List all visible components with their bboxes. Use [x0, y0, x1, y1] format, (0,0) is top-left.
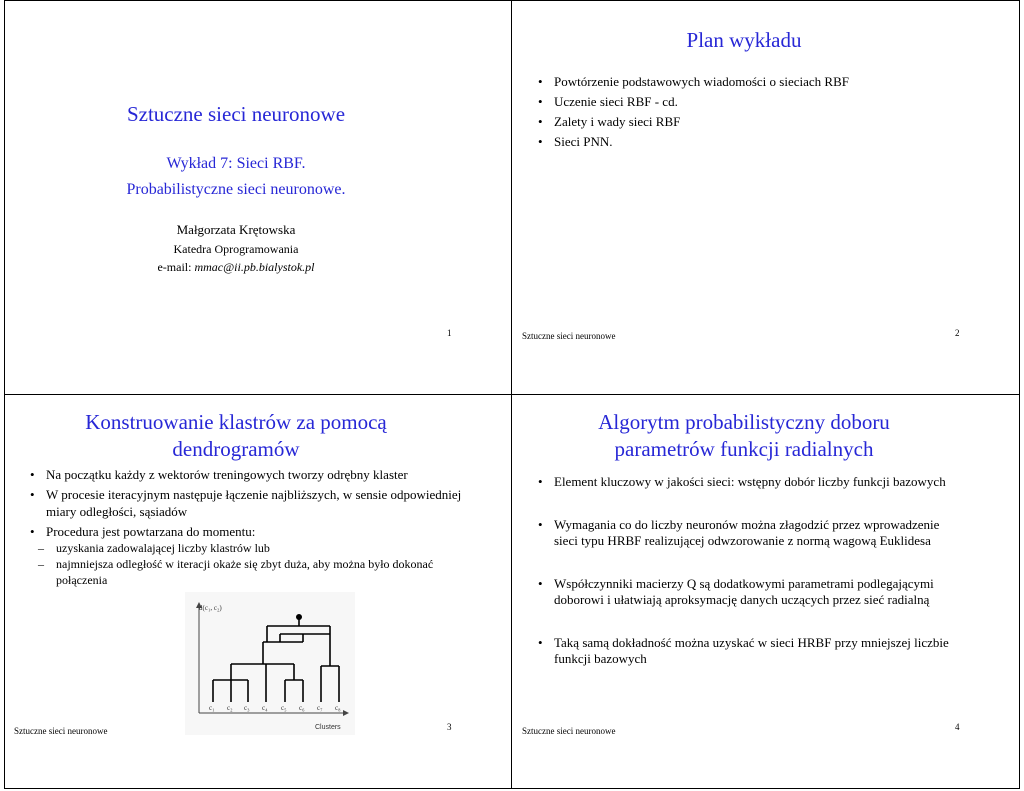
page-number: 3 — [447, 722, 452, 732]
page-number: 4 — [955, 722, 960, 732]
slide-1-title: Sztuczne sieci neuronowe — [126, 102, 346, 126]
leaf-label: c₄ — [262, 704, 268, 712]
list-item: • Na początku każdy z wektorów treningowych tworzy odrębny klaster — [24, 466, 464, 483]
slide-2 — [512, 0, 1018, 394]
email-line — [4, 260, 468, 275]
slide-3-title-line2: dendrogramów — [172, 437, 300, 461]
slide-4-list — [532, 474, 952, 667]
email-address: mmac@ii.pb.bialystok.pl — [194, 260, 315, 274]
list-item: • W procesie iteracyjnym następuje łączenie najbliższych, w sensie odpowiedniej miary odległości, sąsiadów — [24, 486, 464, 520]
slide-4-title-line1: Algorytm probabilistyczny doboru — [598, 410, 890, 434]
slide-1 — [4, 0, 510, 394]
slide-4 — [512, 395, 1018, 789]
slide-1-subtitle-line2: Probabilistyczne sieci neuronowe. — [126, 181, 346, 198]
email-label: e-mail: — [157, 260, 195, 274]
slide-2-title: Plan wykładu — [686, 28, 802, 52]
leaf-label: c₇ — [317, 704, 323, 712]
slide-footer: Sztuczne sieci neuronowe — [522, 726, 616, 736]
list-item: • Współczynniki macierzy Q są dodatkowymi parametrami podlegającymi doborowi i ułatwiają aproksymację danych uczących przez sieć radialną — [532, 576, 952, 608]
slide-footer: Sztuczne sieci neuronowe — [14, 726, 108, 736]
slide-footer: Sztuczne sieci neuronowe — [522, 331, 616, 341]
list-item: • Zalety i wady sieci RBF — [532, 112, 972, 132]
slide-3-title-line1: Konstruowanie klastrów za pomocą — [85, 410, 387, 434]
sub-list-item: – najmniejsza odległość w iteracji okaże się zbyt duża, aby można było dokonać połączenia — [32, 556, 464, 588]
list-item: • Sieci PNN. — [532, 132, 972, 152]
author-name: Małgorzata Krętowska — [176, 222, 296, 237]
y-axis-label: d(c₁, c₂) — [199, 604, 222, 612]
slide-3 — [4, 395, 510, 789]
page-number: 2 — [955, 328, 960, 338]
leaf-label: c₈ — [335, 704, 341, 712]
department: Katedra Oprogramowania — [173, 242, 299, 256]
slide-3-list — [24, 466, 464, 588]
page-number: 1 — [447, 328, 452, 338]
list-item: • Powtórzenie podstawowych wiadomości o sieciach RBF — [532, 72, 972, 92]
leaf-label: c₁ — [209, 704, 215, 712]
list-item: • Wymagania co do liczby neuronów można złagodzić przez wprowadzenie sieci typu HRBF realizującej odwzorowanie z normą wagową Euklidesa — [532, 517, 952, 549]
list-item: • Element kluczowy w jakości sieci: wstępny dobór liczby funkcji bazowych — [532, 474, 952, 490]
dendrogram-figure — [185, 592, 355, 735]
sub-list-item: – uzyskania zadowalającej liczby klastrów lub — [32, 540, 464, 556]
leaf-label: c₂ — [227, 704, 233, 712]
slide-1-subtitle-line1: Wykład 7: Sieci RBF. — [166, 155, 306, 172]
list-item: • Taką samą dokładność można uzyskać w sieci HRBF przy mniejszej liczbie funkcji bazowych — [532, 635, 952, 667]
x-axis-label: Clusters — [315, 724, 341, 731]
slide-4-title-line2: parametrów funkcji radialnych — [614, 437, 874, 461]
list-item: • Uczenie sieci RBF - cd. — [532, 92, 972, 112]
leaf-label: c₅ — [281, 704, 287, 712]
slide-2-list — [532, 72, 972, 152]
leaf-label: c₃ — [244, 704, 250, 712]
list-item: • Procedura jest powtarzana do momentu: — [24, 523, 464, 540]
leaf-label: c₆ — [299, 704, 305, 712]
